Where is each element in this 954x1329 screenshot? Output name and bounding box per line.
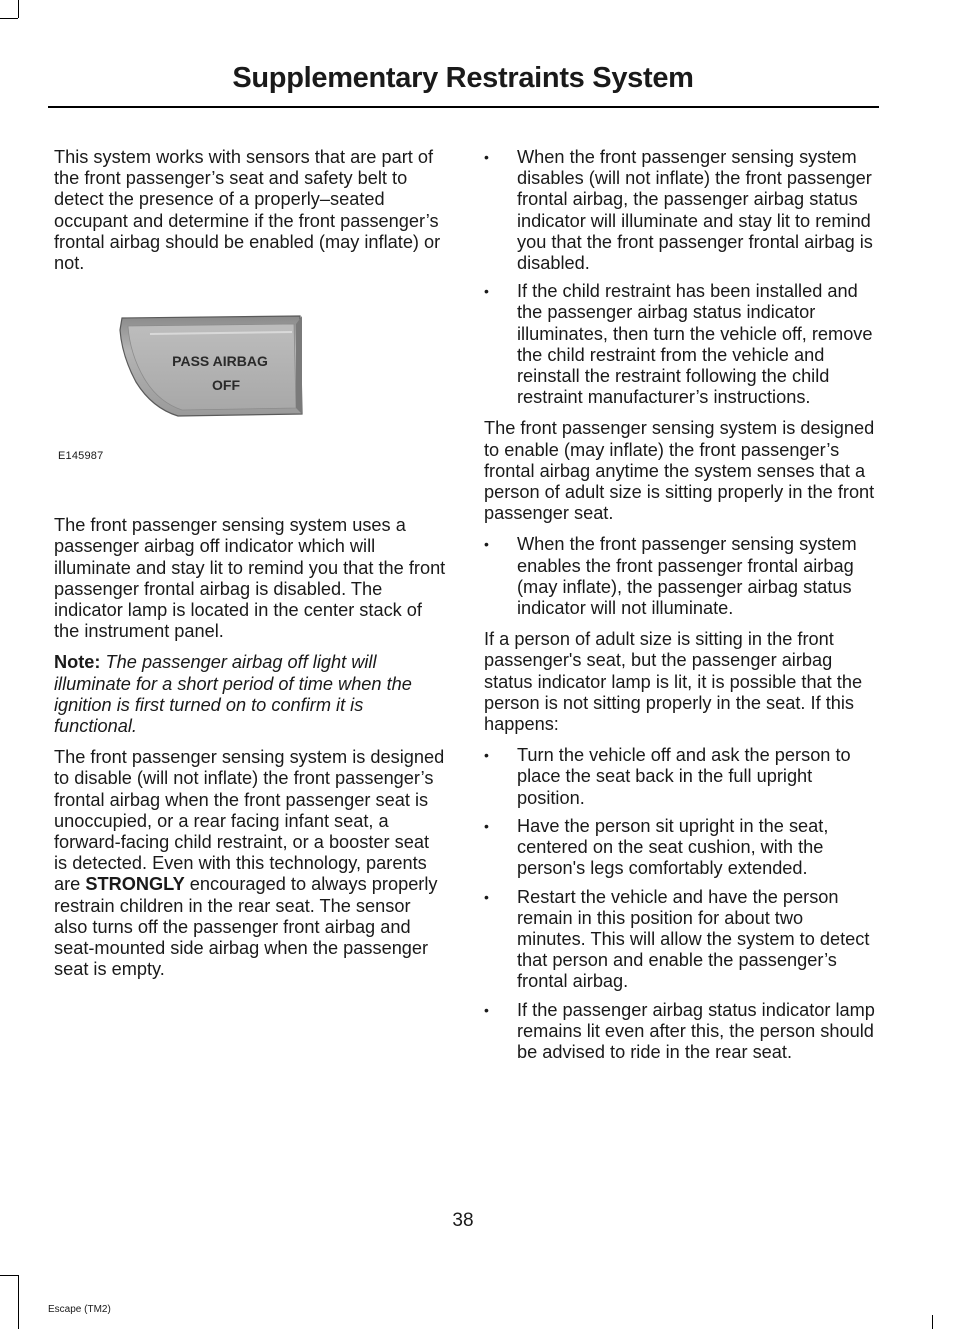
crop-mark [0,18,18,19]
page-number: 38 [452,1210,474,1231]
list-item [484,745,876,809]
adult-paragraph: If a person of adult size is sitting in the front passenger's seat, but the passenger airbag status indicator lamp is lit, it is possible that the person is not sitting properly in the seat. If this happens: [484,629,863,735]
crop-mark [932,1315,933,1329]
list-item-text: Have the person sit upright in the seat, centered on the seat cushion, with the person's legs comfortably extended. [517,815,829,879]
footer-model: Escape (TM2) [48,1304,111,1315]
bullet-glyph: • [484,747,489,764]
crop-mark [18,0,19,18]
bullet-glyph: • [484,283,489,300]
indicator-label-line2: OFF [212,377,240,394]
indicator-label-line1: PASS AIRBAG [172,353,268,370]
list-item-text: Restart the vehicle and have the person remain in this position for about two minutes. This will allow the system to detect that person and enable the passenger’s frontal airbag. [517,886,870,992]
bullet-glyph: • [484,536,489,553]
strongly-emphasis: STRONGLY [85,874,185,895]
indicator-paragraph: The front passenger sensing system uses a passenger airbag off indicator which will illuminate and stay lit to remind you that the front passenger frontal airbag is disabled. The indicator lamp is located in the center stack of the instrument panel. [54,515,446,642]
bullet-glyph: • [484,817,489,834]
disable-paragraph [54,747,446,980]
bullet-list-adult-steps [484,745,876,1063]
note-text: The passenger airbag off light will illuminate for a short period of time when the ignition is first turned on to confirm it is functional. [54,652,412,737]
bullet-glyph: • [484,149,489,165]
list-item [484,281,876,408]
enable-paragraph: The front passenger sensing system is designed to enable (may inflate) the front passenger’s frontal airbag anytime the system senses that a person of adult size is sitting properly in the front passenger seat. [484,418,875,524]
title-rule [48,106,879,108]
bullet-glyph: • [484,888,489,905]
list-item-text: If the passenger airbag status indicator lamp remains lit even after this, the person should be advised to ride in the rear seat. [517,999,875,1062]
page-title: Supplementary Restraints System [232,62,694,94]
intro-paragraph: This system works with sensors that are part of the front passenger’s seat and safety belt to detect the presence of a properly–seated occupant and determine if the front passenger’s frontal airbag should be enabled (may inflate) or not. [54,147,441,274]
airbag-indicator-figure [54,312,446,505]
list-item [484,816,876,880]
crop-mark [0,1275,18,1276]
list-item-text: When the front passenger sensing system disables (will not inflate) the front passenger frontal airbag, the passenger airbag status indicator will illuminate and stay lit to remind you that the front passenger frontal airbag is disabled. [517,147,873,274]
list-item [484,147,876,274]
list-item [484,534,876,619]
list-item-text: If the child restraint has been installed and the passenger airbag status indicator illuminates, then turn the vehicle off, remove the child restraint from the vehicle and reinstall the restraint following the child restraint manufacturer’s instructions. [517,281,873,408]
figure-id: E145987 [58,450,104,463]
crop-mark [18,1275,19,1329]
bullet-list-disabled [484,147,876,408]
list-item [484,887,876,993]
list-item-text: When the front passenger sensing system enables the front passenger frontal airbag (may inflate), the passenger airbag status indicator will not illuminate. [517,534,857,619]
disable-text-before: The front passenger sensing system is designed to disable (will not inflate) the front passenger’s frontal airbag when the front passenger seat is unoccupied, or a rear facing infant seat, a forward-facing child restraint, or a booster seat is detected. Even with this technology, parents are [54,747,445,895]
left-column [54,147,446,990]
pass-airbag-off-indicator-image [116,312,306,420]
list-item-text: Turn the vehicle off and ask the person to place the seat back in the full upright position. [517,745,851,808]
disable-text-after: encouraged to always properly restrain children in the rear seat. The sensor also turns off the passenger front airbag and seat-mounted side airbag when the passenger seat is empty. [54,874,438,980]
bullet-list-enabled [484,534,876,619]
note-paragraph [54,652,446,737]
bullet-glyph: • [484,1001,489,1018]
list-item [484,1000,876,1064]
right-column [484,147,876,1073]
note-label: Note: [54,652,101,673]
